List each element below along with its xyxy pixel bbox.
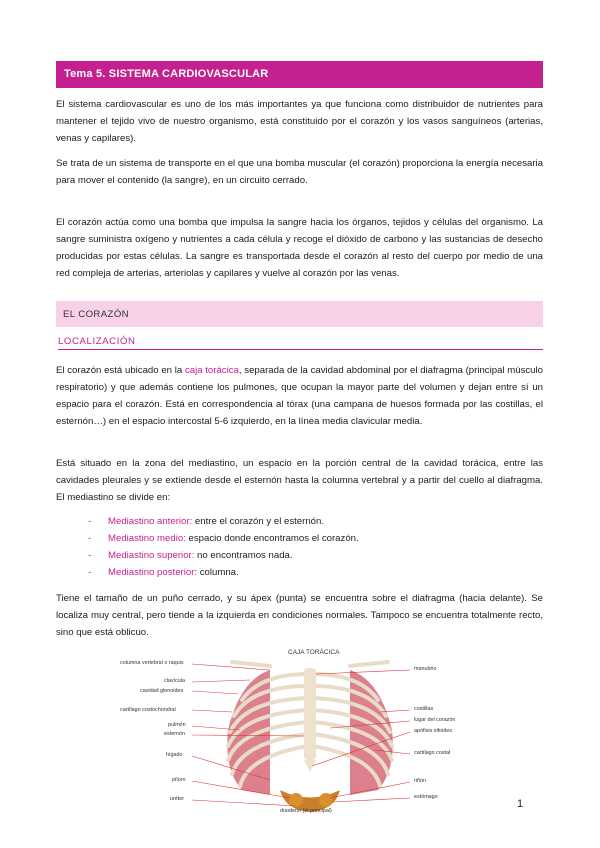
bullet-term: Mediastino anterior: <box>108 516 193 527</box>
section-heading: EL CORAZÓN <box>56 301 543 327</box>
figure-label: hígado <box>166 752 183 758</box>
bullet-desc: entre el corazón y el esternón. <box>192 516 324 527</box>
bullet-dash-icon: - <box>88 533 92 544</box>
figure-label: columna vertebral o raquis <box>120 660 184 666</box>
figure-title: CAJA TORÁCICA <box>288 649 340 656</box>
list-item <box>88 530 528 547</box>
figure-label: costillas <box>414 706 434 712</box>
location-paragraph-2: Está situado en la zona del mediastino, un espacio en la porción central de la cavidad torácica, entre las cavidades pleurales y se extiende desde el esternón hasta la columna vertebral y a partir del cuello al diafragma. El mediastino se divide en: <box>56 458 543 503</box>
mediastino-list <box>88 513 528 581</box>
list-item <box>88 513 528 530</box>
thoracic-cage-figure <box>120 640 500 820</box>
bullet-dash-icon: - <box>88 516 92 527</box>
caja-toracica-link[interactable]: caja torácica <box>184 365 239 376</box>
bullet-desc: no encontramos nada. <box>194 550 293 561</box>
figure-label: cartílago costal <box>414 750 451 756</box>
bullet-term: Mediastino medio: <box>108 533 186 544</box>
bullet-term: Mediastino posterior: <box>108 567 198 578</box>
figure-label: riñón <box>414 778 426 784</box>
text-run: , separada de la cavidad abdominal por el diafragma (principal músculo respiratorio) y que además contiene los pulmones, que ocupan la mayor parte del volumen y dejan entre sí un espacio para el corazón. Está en correspondencia al tórax (una campana de huesos formada por las costillas, el esternón…) en el espacio intercostal 5-6 izquierdo, en la línea media clavicular media. <box>56 365 543 427</box>
list-item <box>88 547 528 564</box>
page-number: 1 <box>517 798 524 810</box>
figure-label: estómago <box>414 794 438 800</box>
bullet-desc: espacio donde encontramos el corazón. <box>185 533 359 544</box>
figure-label: clavícula <box>164 678 185 684</box>
figure-label: cavidad glenoides <box>140 688 184 694</box>
intro-paragraph-1: El sistema cardiovascular es uno de los más importantes ya que funciona como distribuidor de nutrientes para mantener el tejido vivo de nuestro organismo, está constituido por el corazón y los vasos sanguíneos (arterias, venas y capilares). <box>56 99 543 144</box>
intro-paragraph-3: El corazón actúa como una bomba que impulsa la sangre hacia los órganos, tejidos y células del organismo. La sangre suministra oxígeno y nutrientes a cada célula y recoge el dióxido de carbono y las sustancias de desecho producidas por estas células. La sangre es transportada desde el corazón al resto del cuerpo por medio de una red compleja de arterias, arteriolas y capilares y vuelve al corazón por las venas. <box>56 217 543 279</box>
text-run: El corazón está ubicado en la <box>56 365 185 376</box>
figure-label: pulmón <box>168 722 186 728</box>
figure-label: duodeno (el principal) <box>280 808 332 814</box>
intro-paragraph-2: Se trata de un sistema de transporte en el que una bomba muscular (el corazón) proporciona la energía necesaria para mover el contenido (la sangre), en un circuito cerrado. <box>56 158 543 186</box>
list-item <box>88 564 528 581</box>
figure-label: esternón <box>164 731 185 737</box>
figure-label: cartílago costochondral <box>120 707 176 713</box>
location-paragraph-3: Tiene el tamaño de un puño cerrado, y su ápex (punta) se encuentra sobre el diafragma (hacia delante). Se localiza muy central, pero tiende a la izquierda en condiciones normales. Tampoco se encuentra totalmente recto, sino que está oblicuo. <box>56 593 543 638</box>
bullet-term: Mediastino superior: <box>108 550 195 561</box>
figure-label: apófisis xifoides <box>414 728 453 734</box>
bullet-dash-icon: - <box>88 550 92 561</box>
figure-label: lugar del corazón <box>414 717 456 723</box>
bullet-desc: columna. <box>197 567 239 578</box>
figure-label: píloro <box>172 777 186 783</box>
bullet-dash-icon: - <box>88 567 92 578</box>
location-paragraph-1 <box>56 362 543 430</box>
subsection-heading: LOCALIZACIÓN <box>58 336 543 350</box>
page-title: Tema 5. SISTEMA CARDIOVASCULAR <box>56 61 543 88</box>
figure-label: uréter <box>170 796 185 802</box>
figure-label: manubrio <box>414 666 437 672</box>
